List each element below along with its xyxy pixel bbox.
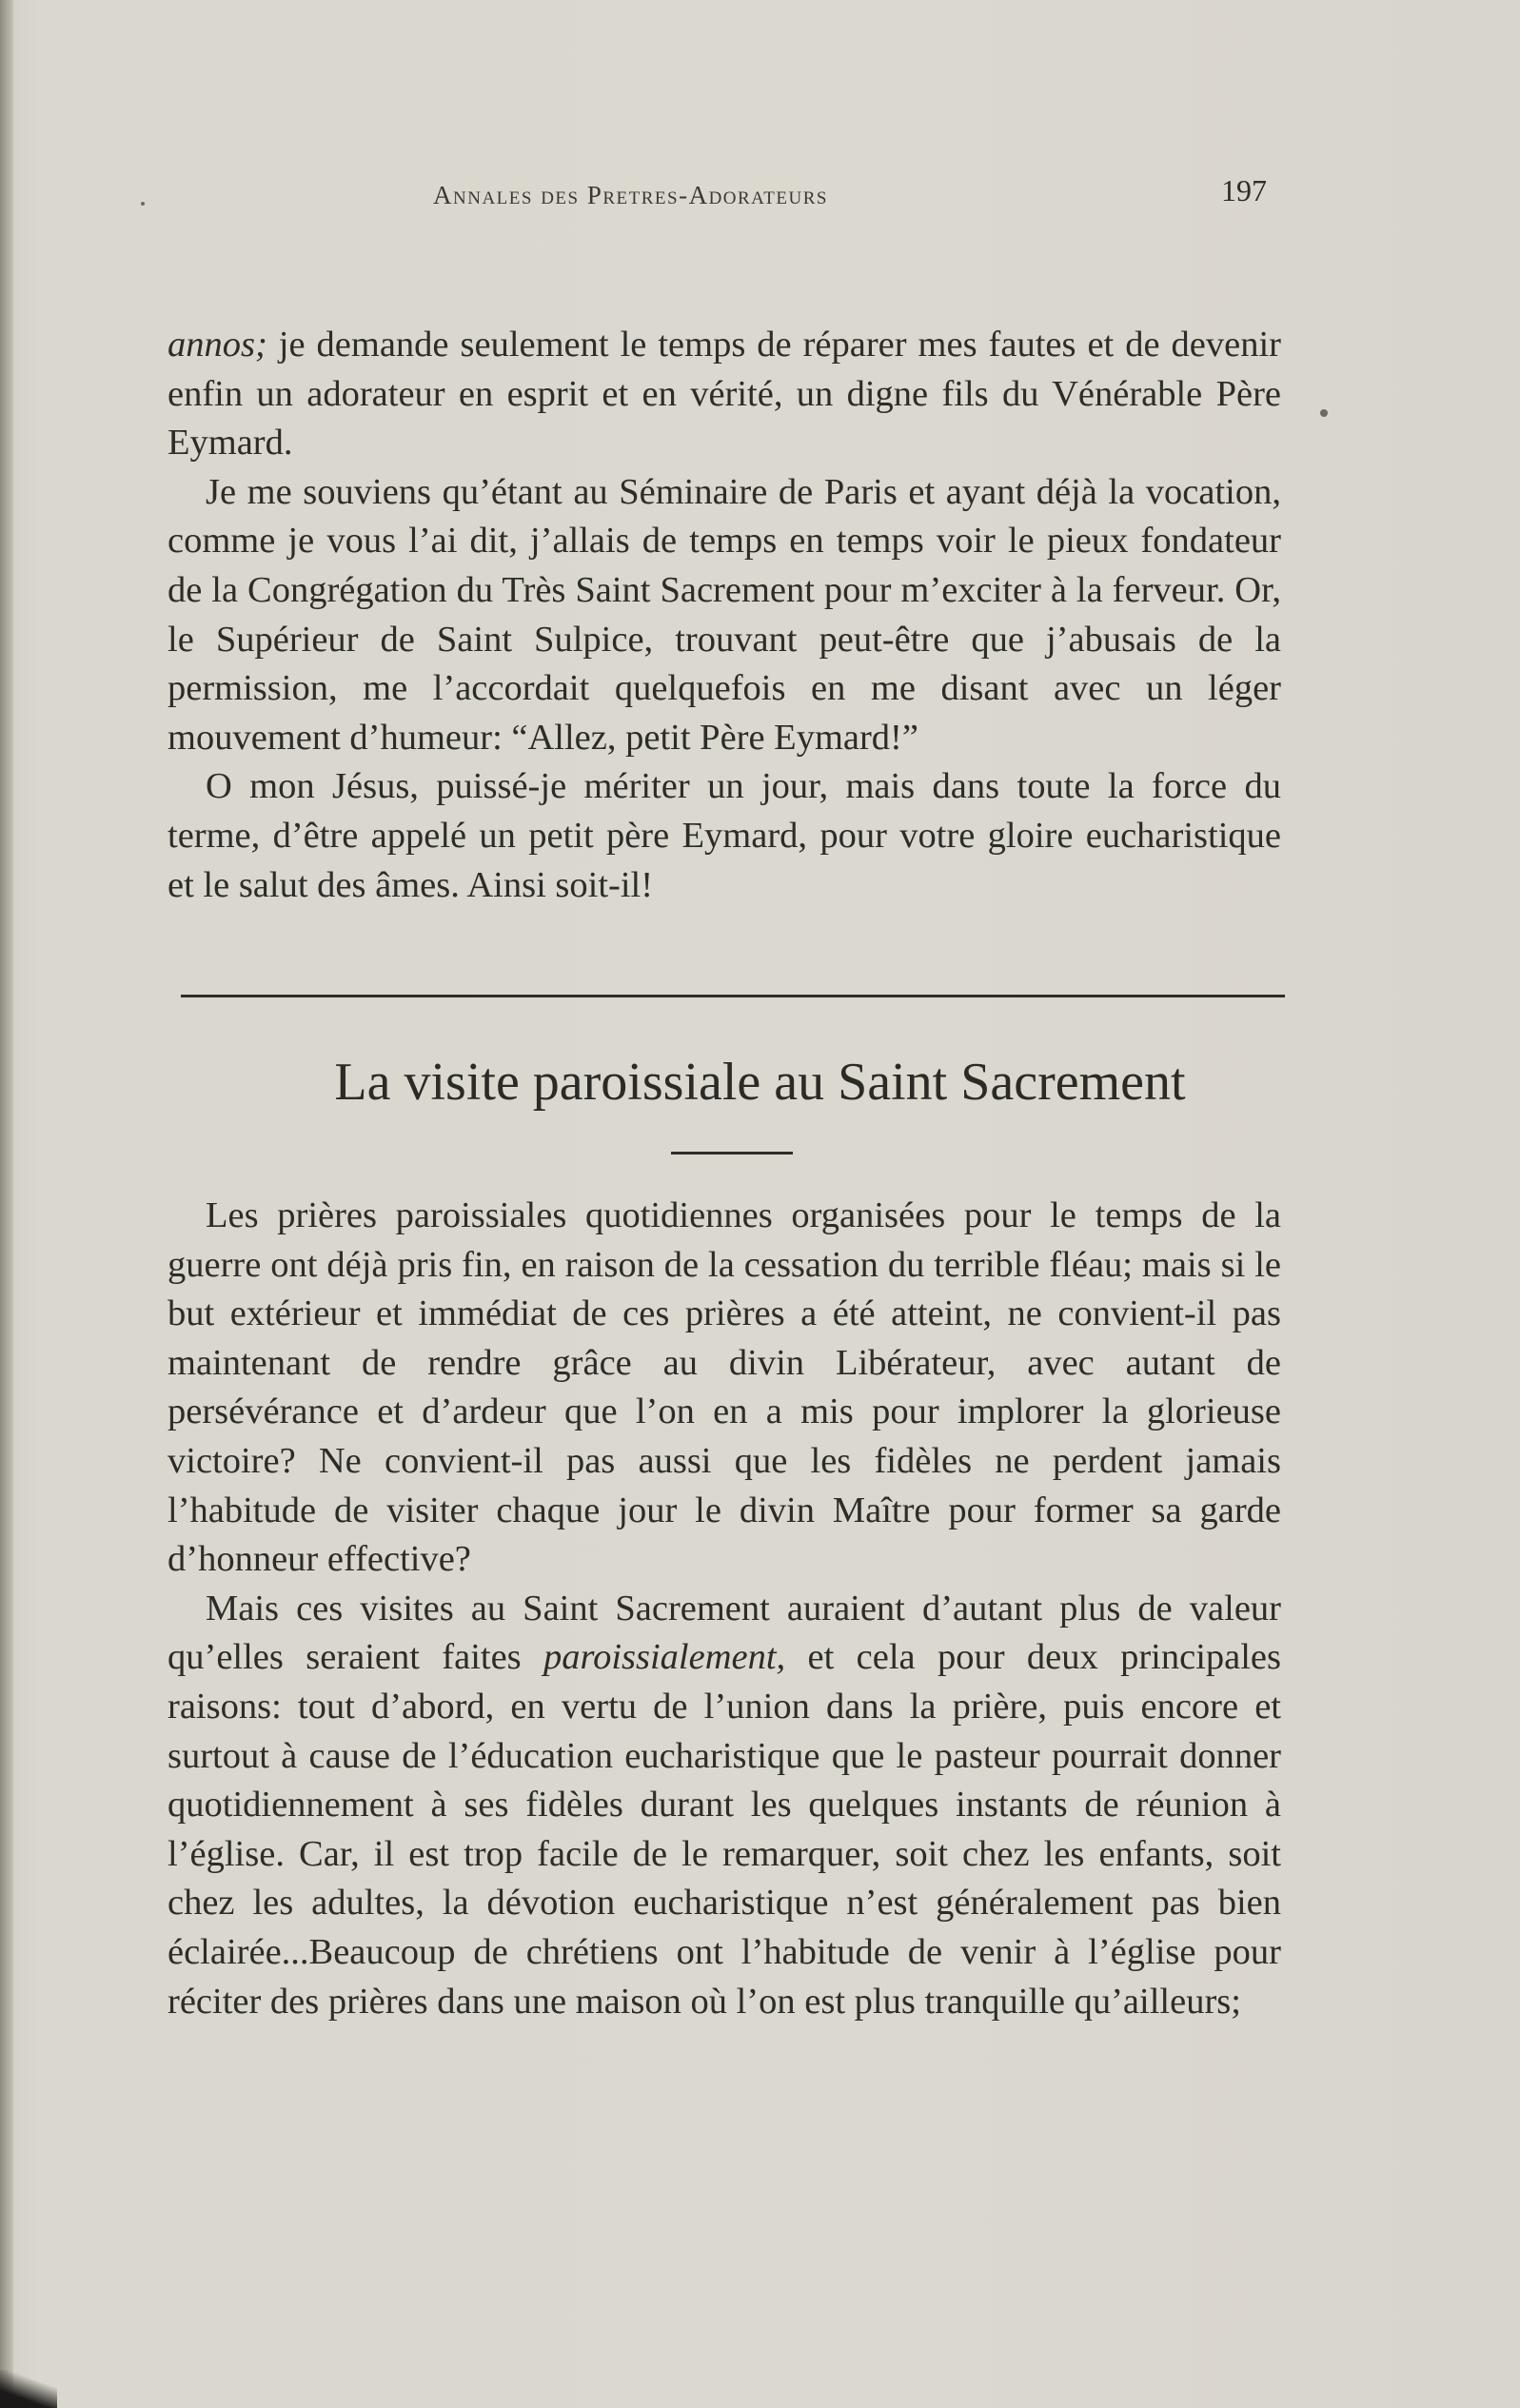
page-number: 197 [1221, 173, 1267, 207]
paragraph: Je me souviens qu’étant au Séminaire de Paris et ayant déjà la vocation, comme je vous l’ai dit, j’allais de temps en temps voir le pieux fondateur de la Congrégation du Très Saint Sacrement pour m’exciter à la ferveur. Or, le Supérieur de Saint Sulpice, trouvant peut-être que j’abusais de la permission, me l’accordait quelquefois en me disant avec un léger mouvement d’humeur: “Allez, petit Père Eymard!” [168, 471, 1281, 758]
running-header: Annales des Pretres-Adorateurs [433, 181, 828, 209]
section-divider-rule [181, 995, 1285, 997]
article-title: La visite paroissiale au Saint Sacrement [334, 1053, 1186, 1112]
article-body [168, 1192, 1281, 2026]
emphasized-word: paroissialement, [543, 1637, 786, 1678]
title-underline-rule [671, 1152, 793, 1155]
paragraph-text: je demande seulement le temps de réparer mes fautes et de devenir enfin un adorateur en esprit et en vérité, un digne fils du Vénérable Père Eymard. [168, 325, 1281, 464]
paragraph [168, 1585, 1281, 2026]
binding-gutter-shadow [0, 0, 13, 2408]
italic-lead-word: annos; [168, 325, 267, 365]
paragraph: Les prières paroissiales quotidiennes organisées pour le temps de la guerre ont déjà pris fin, en raison de la cessation du terrible fléau; mais si le but extérieur et immédiat de ces prières a été atteint, ne convient-il pas maintenant de rendre grâce au divin Libérateur, avec autant de persévérance et d’ardeur que l’on en a mis pour implorer la glorieuse victoire? Ne convient-il pas aussi que les fidèles ne perdent jamais l’habitude de visiter chaque jour le divin Maître pour former sa garde d’honneur effective? [168, 1195, 1281, 1580]
corner-shadow [0, 2370, 57, 2408]
paragraph [168, 321, 1281, 468]
paragraph-text: Mais ces visites au Saint Sacrement auraient d’autant plus de valeur qu’elles seraient faites [168, 1588, 1281, 1678]
closing-text-section [168, 321, 1281, 910]
paragraph: O mon Jésus, puissé-je mériter un jour, mais dans toute la force du terme, d’être appelé un petit père Eymard, pour votre gloire eucharistique et le salut des âmes. Ainsi soit-il! [168, 766, 1281, 905]
paragraph-text: et cela pour deux principales raisons: tout d’abord, en vertu de l’union dans la prière, puis encore et surtout à cause de l’éducation eucharistique que le pasteur pourrait donner quotidiennement à ses fidèles durant les quelques instants de réunion à l’église. Car, il est trop facile de le remarquer, soit chez les enfants, soit chez les adultes, la dévotion eucharistique n’est généralement pas bien éclairée...Beaucoup de chrétiens ont l’habitude de venir à l’église pour réciter des prières dans une maison où l’on est plus tranquille qu’ailleurs; [168, 1637, 1281, 2022]
paper-speck [1320, 409, 1328, 417]
paper-speck [141, 202, 145, 206]
